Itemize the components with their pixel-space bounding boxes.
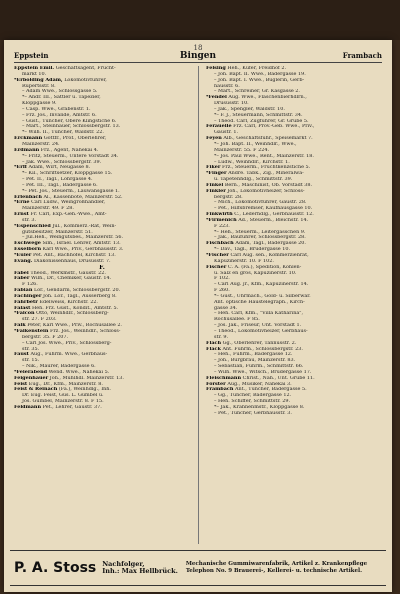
entry-details: Al., Kassenbote, Mainzerstr. 52. — [43, 194, 123, 200]
entry-details: – Sebastian, Fuhrm., Schmittstr. 66. — [214, 364, 304, 370]
entry-name: Erdmann — [14, 147, 40, 153]
entry-details: *– F. J., Steuermann, Schmittstr. 34. — [214, 112, 303, 118]
entry-details: – Jul.Heh., Weingutsbes., Mainzerstr. 56. — [22, 235, 123, 241]
entry-details: Kapuzinerstr. 10. F 102. — [214, 258, 274, 264]
entry-details: – Mart., Steinhauer, Schlossbergstr. 13. — [22, 124, 121, 130]
entry-name: *Finger — [206, 171, 227, 177]
entry-details: Aug., Musiker, Nahekai 3. — [227, 381, 292, 387]
entry-details: Mainzerstr. 24. — [22, 141, 60, 147]
entry-details: – Jos. Jak., Friseur, Unt. Vorstadt 1. — [214, 323, 302, 329]
entry-details: markt 10. — [22, 71, 47, 77]
entry-details: F 260. — [214, 288, 230, 294]
entry-details: – Mart., Schreiner, Gr. Käsgasse 2. — [214, 89, 300, 95]
entry-name: Faber — [14, 276, 30, 282]
entry-name: Falast — [14, 305, 31, 311]
entry-details: hausstr. 6. — [214, 83, 240, 89]
entry-name: Fachinger — [14, 293, 42, 299]
entry-name: Ernst — [14, 212, 29, 218]
entry-details: Sim., Israel. Lehrer, Amtstr. 13. — [42, 241, 121, 247]
entry-details: Eug., Dr., Kfm., Mainzerstr. 8. — [28, 381, 103, 387]
entry-details: Adam, Tagl., Badergasse 20. — [235, 241, 306, 247]
entry-details: Pet., Lehrer, Gaustr. 37. — [42, 404, 102, 410]
entry-details: Drususstr. 10. — [214, 101, 249, 107]
entry-name: Feyen — [206, 136, 222, 142]
entry-details: Jul., Kommerz.-Rat, Wein- — [52, 223, 117, 229]
entry-details: Pet. Ant., Bachhöfel, Kirchstr. 13. — [32, 253, 116, 258]
entry-details: str. 9. — [214, 334, 229, 340]
entry-details: F 223. — [214, 223, 230, 229]
entry-name: Felsing — [206, 66, 226, 71]
entry-name: Fabian — [14, 288, 33, 294]
entry-name: *Espenschied — [14, 223, 51, 229]
entry-details: – Pet. II., Tagl., Löhrgasse 4. — [22, 177, 93, 183]
entry-details: – Heh., Fuhrm., Badergasse 12. — [214, 352, 293, 358]
entry-details: – Gust., Tüncher, Obere Klingstiche 6. — [22, 118, 117, 124]
entry-details: Gottfr., Prof., Oberlehrer, — [43, 136, 107, 142]
entry-name: Flach — [206, 340, 222, 346]
entry-name: Flack — [206, 346, 221, 352]
entry-name: *Erne — [14, 200, 30, 206]
entry-name: Falk — [14, 323, 26, 329]
entry-details: F 102. — [214, 276, 230, 282]
entry-details: Diakonissenhaus, Drususstr. 7. — [33, 258, 111, 264]
entry-details: *– Andr. III., Sattler u. Tapezier, — [22, 95, 101, 101]
entry-name: Fleischmann — [206, 375, 242, 381]
entry-details: bergstr. 28. — [214, 194, 243, 200]
entry-details: – Mich., Lokomotivführer, Gaustr. 28. — [214, 200, 307, 206]
entry-details: str. 35. — [22, 346, 40, 352]
entry-details: Otto, Weinhdlr., Schlossberg- — [36, 311, 109, 317]
entry-details: Joh., Mühlhdl. Mainzerstr. 13. — [49, 375, 124, 381]
entry-details: *– Joh. Bapt. II., Weinhdlr., Wwe., — [214, 141, 297, 147]
entry-details: Christ., Nah., Unt. Grube 11. — [242, 375, 315, 381]
entry-details: Ant. Fuhrm., Schlossbergstr. 23. — [222, 346, 303, 352]
entry-details: Bern., Maschinist, Ob. Vorstadt 38. — [224, 182, 313, 188]
entry-name: *Feierabend — [14, 369, 48, 375]
header-city-title: Bingen — [179, 51, 217, 61]
entry-name: Faust — [14, 352, 29, 358]
page-number: 18 — [193, 44, 203, 52]
entry-details: *– Kil., Schriftsetzer, Kloppgasse 15. — [22, 171, 113, 177]
entry-details: Frz. Carl, Prov.-Geb. Wwe., Priv., — [233, 124, 315, 130]
entry-details: Adam, Wirt, Neugasse 8. — [28, 165, 91, 171]
entry-details: Jos. Gumbel, Mainzerstr. 8. F 15. — [22, 399, 104, 405]
entry-details: – Carl Aug. jr., Kfm., Kapuzinerstr. 14. — [214, 282, 309, 288]
entry-name: Ferauelle — [206, 124, 232, 130]
entry-name: *Fischer — [206, 253, 229, 258]
entry-details: *– Jak., Krahnenmstr., Kloppgasse 8. — [214, 404, 305, 410]
entry-details: Carl Aug. sen., Kommerzienrat, — [230, 253, 309, 258]
directory-entry — [206, 411, 382, 417]
entry-details: str. 27. F 203. — [22, 317, 57, 323]
entry-details: – Joh. Bapt. II. Wwe., Badergasse 19. — [214, 71, 306, 77]
entry-details: Kloppgasse 9. — [22, 101, 57, 107]
right-column — [206, 66, 382, 546]
entry-details: – Theod. Carl, Zugführer, Gr. Grube 5. — [214, 118, 309, 124]
entry-name: Finkel — [206, 182, 224, 188]
entry-name: Fiker — [206, 165, 221, 171]
entry-details: – Joh. Bapt. I. Wwe., Büglerin, Gerb- — [214, 77, 305, 83]
entry-name: Förster — [206, 381, 226, 387]
entry-details: – Jak., Bauführer, Schlossbergstr. 28. — [214, 235, 306, 241]
header-rule — [14, 62, 382, 63]
entry-details: Joh., Lokomotivheizer, Schloss- — [227, 188, 305, 194]
entry-details: gasse 34. — [214, 305, 238, 311]
entry-details: Heh. Frz. Gust., Kondit., Amtstr. 5. — [31, 305, 119, 311]
entry-details: Wend. Wwe., Nahekai 5. — [48, 369, 110, 375]
column-divider — [198, 66, 199, 544]
entry-details: – Jak., Spengler, Waldstr. 10. — [214, 106, 285, 112]
entry-details: *– Dav., Tagl., Brudergasse 10. — [214, 247, 291, 253]
entry-details: Theod., Werkmstr., Gaustr. 22. — [30, 270, 106, 276]
ad-successor-block — [96, 561, 178, 575]
entry-details: Fr. Carl, Exp.-Geh.-Wwe., Amt- — [30, 212, 107, 218]
entry-name: *Fendel — [206, 95, 227, 101]
entry-name: *Firmenich — [206, 217, 237, 223]
entry-details: u. Salz en gros, Kapuzinerstr. 10. — [214, 270, 297, 276]
entry-details: Rupertsstr. 8. — [22, 83, 56, 89]
entry-details: Geschäftsagent, Frucht- — [55, 66, 116, 71]
entry-details: Frz., Steuerm., Fruchtkenzstiche 5. — [221, 165, 311, 171]
directory-entry — [14, 405, 190, 411]
ad-owner: Inh.: Max Hellbrück. — [102, 567, 178, 575]
entry-details: *– Jos. Paul Wwe., Rent., Mainzerstr. 18. — [214, 153, 314, 159]
entry-name: *Falcon — [14, 311, 35, 317]
entry-details: Heh., Küfer, Freidhof 2. — [227, 66, 287, 71]
ad-successor: Nachfolger, — [102, 560, 145, 568]
entry-name: Fischbach — [206, 241, 234, 247]
entry-name: Evang. — [14, 258, 33, 264]
entry-name: Fabel — [14, 270, 29, 276]
entry-details: Edelweiss, Kirchstr. 22. — [39, 299, 98, 305]
entry-name: *Falkenstein — [14, 328, 49, 334]
entry-details: – Jak. Wwe., Schlossbergstr. 39. — [22, 159, 102, 165]
entry-details: (Fa.), Weinhdlg., Inh. — [58, 387, 111, 393]
entry-details: – Theod., Lokomotivheizer, Gerbhaus- — [214, 328, 308, 334]
entry-details: Ant., Tüncher, Badergasse 5. — [235, 387, 307, 393]
left-column — [14, 66, 190, 546]
entry-name: Feist & Reinach — [14, 387, 58, 393]
entry-details: gutsbesitzer, Mainzerstr. 51. — [22, 229, 93, 235]
entry-details: Frz. Jos., Weinhdlr., Schloss- — [49, 328, 121, 334]
entry-details: *– Heh., Steuerm., Leitergässchen 9. — [214, 229, 306, 235]
entry-name: *Erff — [14, 165, 27, 171]
ad-description-block — [178, 561, 367, 575]
entry-details: Wilh., Dr., Chemiker, Gaustr. 14. — [31, 276, 112, 282]
entry-details: bergstr. 35. F 207. — [22, 334, 69, 340]
entry-details: Gaustr. 1. — [214, 130, 239, 136]
entry-details: Lokomotivführer, — [64, 77, 107, 83]
entry-name: Erlenbach — [14, 194, 42, 200]
entry-details: Frz., Agent, Nahekai 4. — [40, 147, 99, 153]
entry-details: – Wilh. Wwe., Witsch., Brudergasse 17. — [214, 369, 312, 375]
entry-name: Esselborn — [14, 247, 42, 253]
entry-details: Aug. Wwe., Flaschenbierhdlrn., — [228, 95, 307, 101]
entry-details: Rochusallee. F 85. — [214, 317, 260, 323]
entry-details: str. 3. — [22, 217, 37, 223]
entry-name: Eppstein Emil. — [14, 66, 55, 71]
entry-details: – Joh., Bürgbrau, Mainzerstr. 83. — [214, 358, 296, 364]
header-left-keyword: Eppstein — [14, 51, 49, 60]
entry-details: – Ludw., Weinhdlr., Kirchstr. 1. — [214, 159, 290, 165]
entry-details: – Nik., Maurer, Badergasse 6. — [22, 364, 96, 370]
entry-details: *– Gust., Uhrmach., Gold- u. Silberwar. — [214, 293, 311, 299]
entry-details: Peter, Karl Wwe., Priv., Rochusallee 2. — [27, 323, 122, 329]
ad-company-name: P. A. Stoss — [14, 560, 97, 576]
entry-name: Feigenhauer — [14, 375, 49, 381]
entry-details: – Pet., Hilfsbremser, Kaufhausgasse 10. — [214, 206, 313, 212]
entry-details: – Pet., Tüncher, Gerbhausstr. 3. — [214, 410, 292, 416]
entry-name: Finkler — [206, 188, 226, 194]
entry-details: Gg., Oberlehrer, Tannusstr. 2. — [222, 340, 297, 346]
entry-details: Carl Ludw., Weingroßhändler, — [31, 200, 106, 206]
entry-name: Feldmann — [14, 404, 42, 410]
entry-name: Feist — [14, 381, 28, 387]
scanner-background — [0, 0, 400, 40]
entry-details: C. A. (Fa.), Spedition, Kohlen- — [227, 264, 302, 270]
entry-details: Mainzerstr. 55. F 224. — [214, 147, 269, 153]
entry-details: *– Wilh. II., Tüncher, Waldstr. 22. — [22, 130, 104, 136]
entry-details: Joh. Lor., Tagl., Ausserberg 8. — [43, 293, 117, 299]
entry-details: Alb., Geschäftsführ., Speisemarkt 7. — [223, 136, 313, 142]
entry-name: Finkwirth — [206, 212, 233, 218]
entry-details: – Gg., Tüncher, Badergasse 12. — [214, 393, 292, 399]
header-right-keyword: Frambach — [342, 51, 382, 60]
ad-description-line-2: Telephon No. 9 Brauerei-, Kellerei- u. technische Artikel. — [185, 568, 362, 574]
ad-description-line-1: Mechanische Gummiwarenfabrik, Artikel z. Krankenpflege — [185, 561, 368, 567]
entry-details: Karl Wwe., Priv., Gerbhausstr. 3. — [42, 247, 124, 253]
entry-details: F 126. — [22, 282, 38, 288]
entry-details: u. Tapetenhdlg., Schmittstr. 39. — [214, 177, 293, 183]
entry-name: F. — [99, 264, 105, 271]
entry-name: Fischer — [206, 264, 227, 270]
entry-details: Aug., Fuhrm. Wwe., Gerbhaus- — [30, 352, 108, 358]
address-book-page — [4, 40, 392, 592]
entry-details: – Adam Wwe., Schlossgasse 5. — [22, 89, 98, 95]
entry-details: *– Pet. Jos., Steuerm., Lauwansgasse 1. — [22, 188, 120, 194]
entry-details: Andre. Tabk., Zig., Mineralwa- — [228, 171, 304, 177]
entry-details: – Carl Jos. Wwe., Priv., Schlossberg- — [22, 340, 112, 346]
entry-details: – Pet. III., Tagl., Badergasse 6. — [22, 182, 98, 188]
entry-name: *Erbolding Adam, — [14, 77, 63, 83]
entry-details: – Casp. Wwe., Grabenstr. 1. — [22, 106, 91, 112]
entry-details: – Frz. Jos., Invalide, Amtstr. 6. — [22, 112, 97, 118]
entry-details: Ad., Steuerm., Bleichstr. 14. — [238, 217, 309, 223]
entry-name: Fährbetr — [14, 299, 38, 305]
entry-details: Dr. Eug. Feist, Gus. L. Gumbel u. — [22, 393, 104, 399]
entry-details: str. 15. — [22, 358, 40, 364]
entry-name: Eschwege — [14, 241, 41, 247]
entry-details: – Heh. Carl, Kfm., "Villa Katharina", — [214, 311, 304, 317]
entry-details: Lor., Gendarm, Schlossbergstr. 20. — [33, 288, 121, 294]
entry-details: C., Lederhdlg., Gerbhausstr. 12. — [234, 212, 314, 218]
entry-details: Mainzerstr. 49. F 28. — [22, 206, 74, 212]
entry-details: Ant. optische Haustelegraph., Kirch- — [214, 299, 305, 305]
advertisement-banner — [10, 550, 386, 586]
entry-name: *Euler — [14, 253, 32, 258]
entry-details: *– Fritz, Steuerm., Untere Vorstadt 34. — [22, 153, 119, 159]
entry-name: Frambach — [206, 387, 234, 393]
entry-name: Erckmann — [14, 136, 43, 142]
entry-details: – Heh. Schiffer, Schmittstr. 29. — [214, 399, 291, 405]
